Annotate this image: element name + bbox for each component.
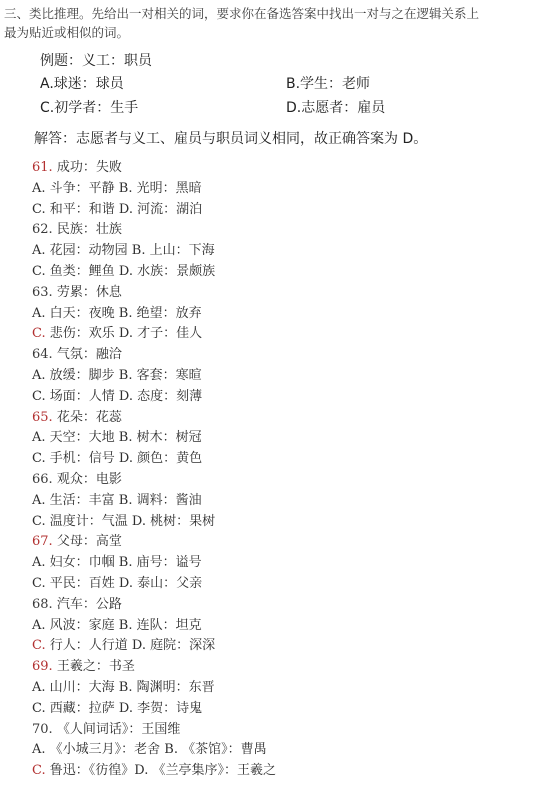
option-letter: A. [32, 555, 50, 571]
option-letter: C. [32, 201, 50, 217]
question-number: 63. [32, 284, 53, 300]
options-cd [32, 262, 552, 283]
question-stem [32, 470, 552, 491]
option-letter: A. [32, 430, 50, 446]
question-stem [32, 720, 552, 741]
question-text: 观众：电影 [56, 471, 122, 487]
option-text: 白天：夜晚 B. 绝望：放弃 [49, 305, 202, 321]
question-text: 《人间词话》：王国维 [56, 721, 181, 737]
question-66 [32, 470, 552, 532]
option-text: 悲伤：欢乐 D. 才子：佳人 [49, 326, 203, 342]
example-option-d: D.志愿者：雇员 [286, 100, 386, 116]
option-text: 鲁迅：《彷徨》D. 《兰亭集序》：王羲之 [49, 763, 276, 779]
options-cd [32, 636, 552, 657]
question-69 [32, 657, 552, 719]
question-number: 62. [32, 222, 53, 238]
question-68 [32, 595, 552, 657]
question-stem [32, 345, 552, 366]
option-letter: A. [32, 180, 50, 196]
option-letter: A. [32, 617, 50, 633]
question-list [32, 158, 552, 782]
question-63 [32, 283, 552, 345]
question-stem [32, 532, 552, 553]
example-option-a: A.球迷：球员 [40, 76, 124, 92]
option-letter: A. [32, 679, 50, 695]
option-letter: A. [32, 243, 50, 259]
question-70 [32, 720, 552, 782]
question-64 [32, 345, 552, 407]
option-text: 山川：大海 B. 陶渊明：东晋 [49, 679, 215, 695]
question-text: 气氛：融洽 [56, 347, 122, 363]
question-stem [32, 158, 552, 179]
options-ab [32, 740, 552, 761]
options-cd [32, 512, 552, 533]
question-text: 成功：失败 [56, 160, 122, 175]
option-text: 花园：动物园 B. 上山：下海 [49, 243, 215, 259]
option-letter: A. [32, 305, 50, 321]
example-block [40, 50, 540, 120]
options-cd [32, 200, 552, 221]
option-text: 手机：信号 D. 颜色：黄色 [49, 451, 203, 467]
question-67 [32, 532, 552, 594]
question-number: 69. [32, 659, 53, 675]
option-text: 放缓：脚步 B. 客套：寒暄 [49, 367, 202, 383]
options-ab [32, 241, 552, 262]
options-cd [32, 449, 552, 470]
option-text: 鱼类：鲤鱼 D. 水族：景颇族 [49, 263, 216, 279]
example-answer: 解答：志愿者与义工、雇员与职员词义相同，故正确答案为 D。 [34, 131, 428, 147]
options-ab [32, 304, 552, 325]
question-number: 66. [32, 471, 53, 487]
option-text: 妇女：巾帼 B. 庙号：谥号 [49, 555, 202, 571]
option-text: 行人：人行道 D. 庭院：深深 [49, 638, 216, 654]
option-letter: C. [32, 388, 50, 404]
option-letter: A. [32, 742, 50, 758]
options-ab [32, 179, 552, 200]
option-letter: C. [32, 700, 50, 716]
option-text: 《小城三月》：老舍 B. 《茶馆》：曹禺 [49, 742, 267, 758]
option-letter: A. [32, 367, 50, 383]
question-62 [32, 220, 552, 282]
question-number: 67. [32, 534, 53, 550]
option-text: 西藏：拉萨 D. 李贺：诗鬼 [49, 700, 203, 716]
options-ab [32, 491, 552, 512]
question-61 [32, 158, 552, 220]
options-cd [32, 324, 552, 345]
question-text: 花朵：花蕊 [56, 409, 122, 425]
question-stem [32, 595, 552, 616]
section-intro [4, 4, 556, 42]
option-letter: C. [32, 513, 50, 529]
question-stem [32, 657, 552, 678]
question-number: 70. [32, 721, 53, 737]
example-title: 例题：义工：职员 [40, 53, 152, 69]
option-letter: A. [32, 492, 50, 508]
question-number: 61. [32, 160, 53, 175]
options-cd [32, 574, 552, 595]
option-text: 场面：人情 D. 态度：刻薄 [49, 388, 203, 404]
option-letter: C. [32, 763, 50, 779]
options-ab [32, 366, 552, 387]
question-stem [32, 220, 552, 241]
example-options [40, 72, 540, 120]
options-ab [32, 678, 552, 699]
option-letter: C. [32, 575, 50, 591]
question-text: 劳累：休息 [56, 284, 122, 300]
question-text: 民族：壮族 [56, 222, 122, 238]
option-text: 斗争：平静 B. 光明：黑暗 [49, 180, 202, 196]
intro-line-2: 最为贴近或相似的词。 [4, 25, 130, 40]
options-ab [32, 553, 552, 574]
intro-line-1: 三、类比推理。先给出一对相关的词，要求你在备选答案中找出一对与之在逻辑关系上 [4, 6, 480, 21]
option-letter: C. [32, 638, 50, 654]
question-65 [32, 408, 552, 470]
option-text: 风波：家庭 B. 连队：坦克 [49, 617, 202, 633]
option-text: 平民：百姓 D. 泰山：父亲 [49, 575, 203, 591]
option-letter: C. [32, 263, 50, 279]
example-option-c: C.初学者：生手 [40, 100, 139, 116]
option-letter: C. [32, 451, 50, 467]
example-option-b: B.学生：老师 [286, 76, 371, 92]
option-text: 生活：丰富 B. 调料：酱油 [49, 492, 202, 508]
option-text: 温度计：气温 D. 桃树：果树 [49, 513, 216, 529]
question-text: 父母：高堂 [56, 534, 122, 550]
question-text: 王羲之：书圣 [56, 659, 135, 675]
question-number: 68. [32, 596, 53, 612]
option-text: 天空：大地 B. 树木：树冠 [49, 430, 202, 446]
question-number: 65. [32, 409, 53, 425]
options-ab [32, 616, 552, 637]
option-text: 和平：和谐 D. 河流：湖泊 [49, 201, 203, 217]
question-stem [32, 283, 552, 304]
options-ab [32, 428, 552, 449]
options-cd [32, 387, 552, 408]
question-stem [32, 408, 552, 429]
question-number: 64. [32, 347, 53, 363]
option-letter: C. [32, 326, 50, 342]
options-cd [32, 699, 552, 720]
options-cd [32, 761, 552, 782]
question-text: 汽车：公路 [56, 596, 122, 612]
